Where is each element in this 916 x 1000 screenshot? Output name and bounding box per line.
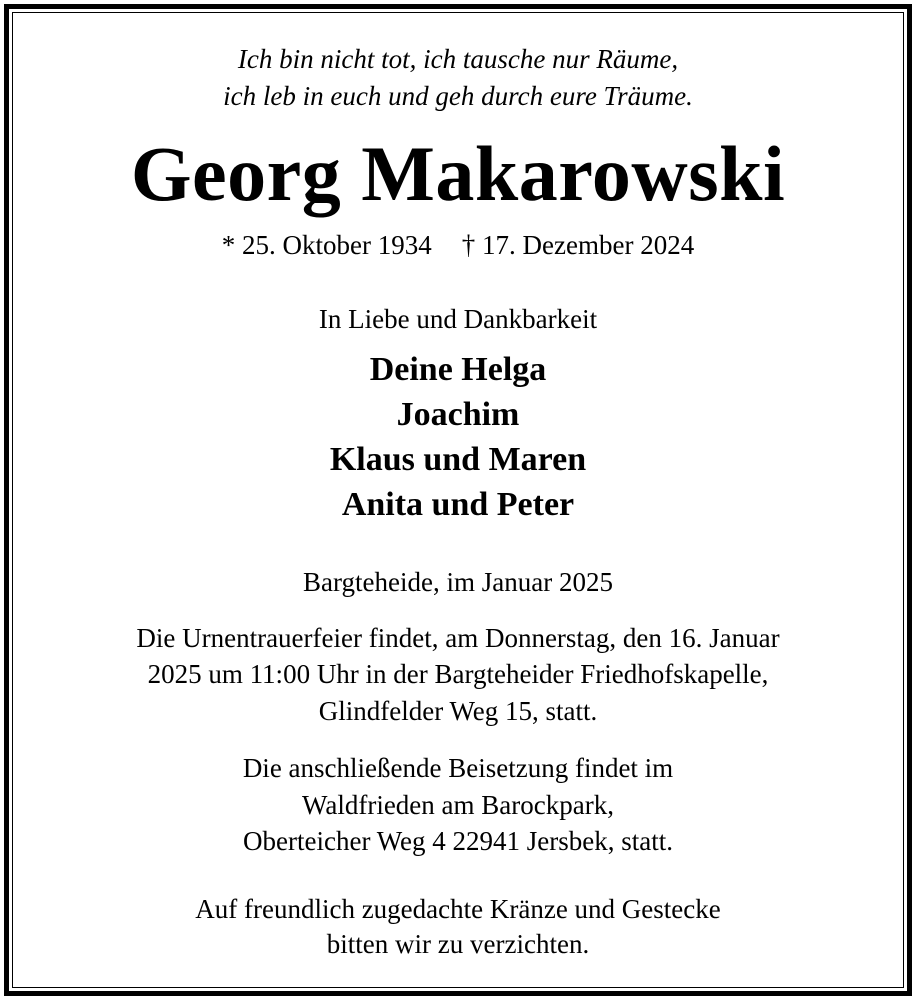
- request-line-1: Auf freundlich zugedachte Kränze und Gestecke: [195, 894, 721, 924]
- burial-line-2: Waldfrieden am Barockpark,: [302, 790, 614, 820]
- mourner-1: Deine Helga: [369, 351, 547, 388]
- motto-line-2: ich leb in euch und geh durch eure Träume.: [223, 81, 693, 111]
- mourner-4: Anita und Peter: [341, 486, 575, 523]
- death-date: † 17. Dezember 2024: [461, 230, 695, 260]
- ceremony-line-1: Die Urnentrauerfeier findet, am Donnerstag, den 16. Januar: [136, 623, 780, 653]
- place-date: Bargteheide, im Januar 2025: [303, 567, 613, 597]
- dedication: In Liebe und Dankbarkeit: [318, 304, 598, 334]
- birth-date: * 25. Oktober 1934: [221, 230, 432, 260]
- motto-line-1: Ich bin nicht tot, ich tausche nur Räume,: [237, 44, 679, 74]
- deceased-name: Georg Makarowski: [130, 130, 786, 217]
- burial-line-1: Die anschließende Beisetzung findet im: [242, 753, 674, 783]
- mourner-3: Klaus und Maren: [329, 441, 587, 478]
- mourner-2: Joachim: [396, 396, 520, 433]
- ceremony-line-2: 2025 um 11:00 Uhr in der Bargteheider Friedhofskapelle,: [147, 659, 769, 689]
- ceremony-line-3: Glindfelder Weg 15, statt.: [318, 696, 598, 726]
- request-line-2: bitten wir zu verzichten.: [326, 929, 590, 959]
- life-dates: [0, 230, 916, 260]
- burial-line-3: Oberteicher Weg 4 22941 Jersbek, statt.: [243, 826, 673, 856]
